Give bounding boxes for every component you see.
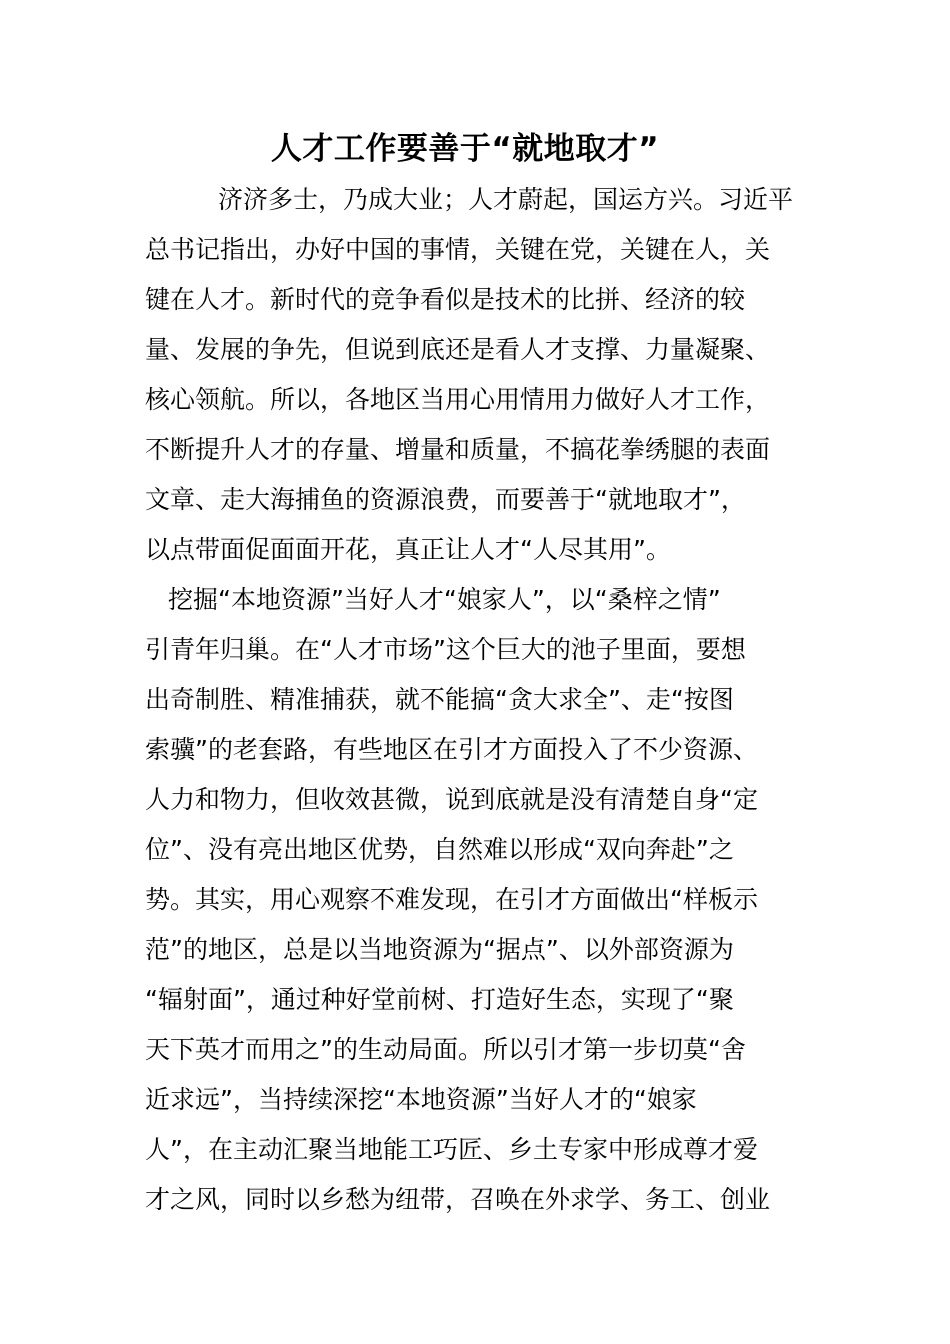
- text-line: 范”的地区，总是以当地资源为“据点”、以外部资源为: [145, 935, 734, 964]
- text-line: 挖掘“本地资源”当好人才“娘家人”，以“桑梓之情”: [168, 585, 721, 614]
- text-line: 济济多士，乃成大业；人才蔚起，国运方兴。习近平: [218, 185, 794, 214]
- document-body: [145, 175, 810, 1225]
- text-line: 位”、没有亮出地区优势，自然难以形成“双向奔赴”之: [145, 835, 734, 864]
- text-line: “辐射面”，通过种好堂前树、打造好生态，实现了“聚: [145, 985, 734, 1014]
- text-line: 量、发展的争先，但说到底还是看人才支撑、力量凝聚、: [145, 335, 771, 364]
- text-line: 出奇制胜、精准捕获，就不能搞“贪大求全”、走“按图: [145, 685, 734, 714]
- text-line: 核心领航。所以，各地区当用心用情用力做好人才工作，: [145, 385, 771, 414]
- text-line: 键在人才。新时代的竞争看似是技术的比拼、经济的较: [145, 285, 746, 314]
- text-line: 才之风，同时以乡愁为纽带，召唤在外求学、务工、创业: [145, 1185, 771, 1214]
- text-line: 人力和物力，但收效甚微，说到底就是没有清楚自身“定: [145, 785, 758, 814]
- text-line: 天下英才而用之”的生动局面。所以引才第一步切莫“舍: [145, 1035, 746, 1064]
- text-line: 人”，在主动汇聚当地能工巧匠、乡土专家中形成尊才爱: [145, 1135, 758, 1164]
- text-line: 文章、走大海捕鱼的资源浪费，而要善于“就地取才”，: [145, 485, 746, 514]
- text-line: 势。其实，用心观察不难发现，在引才方面做出“样板示: [145, 885, 758, 914]
- document-title: 人才工作要善于“就地取才”: [270, 131, 660, 167]
- text-line: 引青年归巢。在“人才市场”这个巨大的池子里面，要想: [145, 635, 746, 664]
- text-line: 近求远”，当持续深挖“本地资源”当好人才的“娘家: [145, 1085, 697, 1114]
- text-line: 索骥”的老套路，有些地区在引才方面投入了不少资源、: [145, 735, 758, 764]
- text-line: 总书记指出，办好中国的事情，关键在党，关键在人，关: [145, 235, 771, 264]
- text-line: 以点带面促面面开花，真正让人才“人尽其用”。: [145, 535, 671, 564]
- text-line: 不断提升人才的存量、增量和质量，不搞花拳绣腿的表面: [145, 435, 771, 464]
